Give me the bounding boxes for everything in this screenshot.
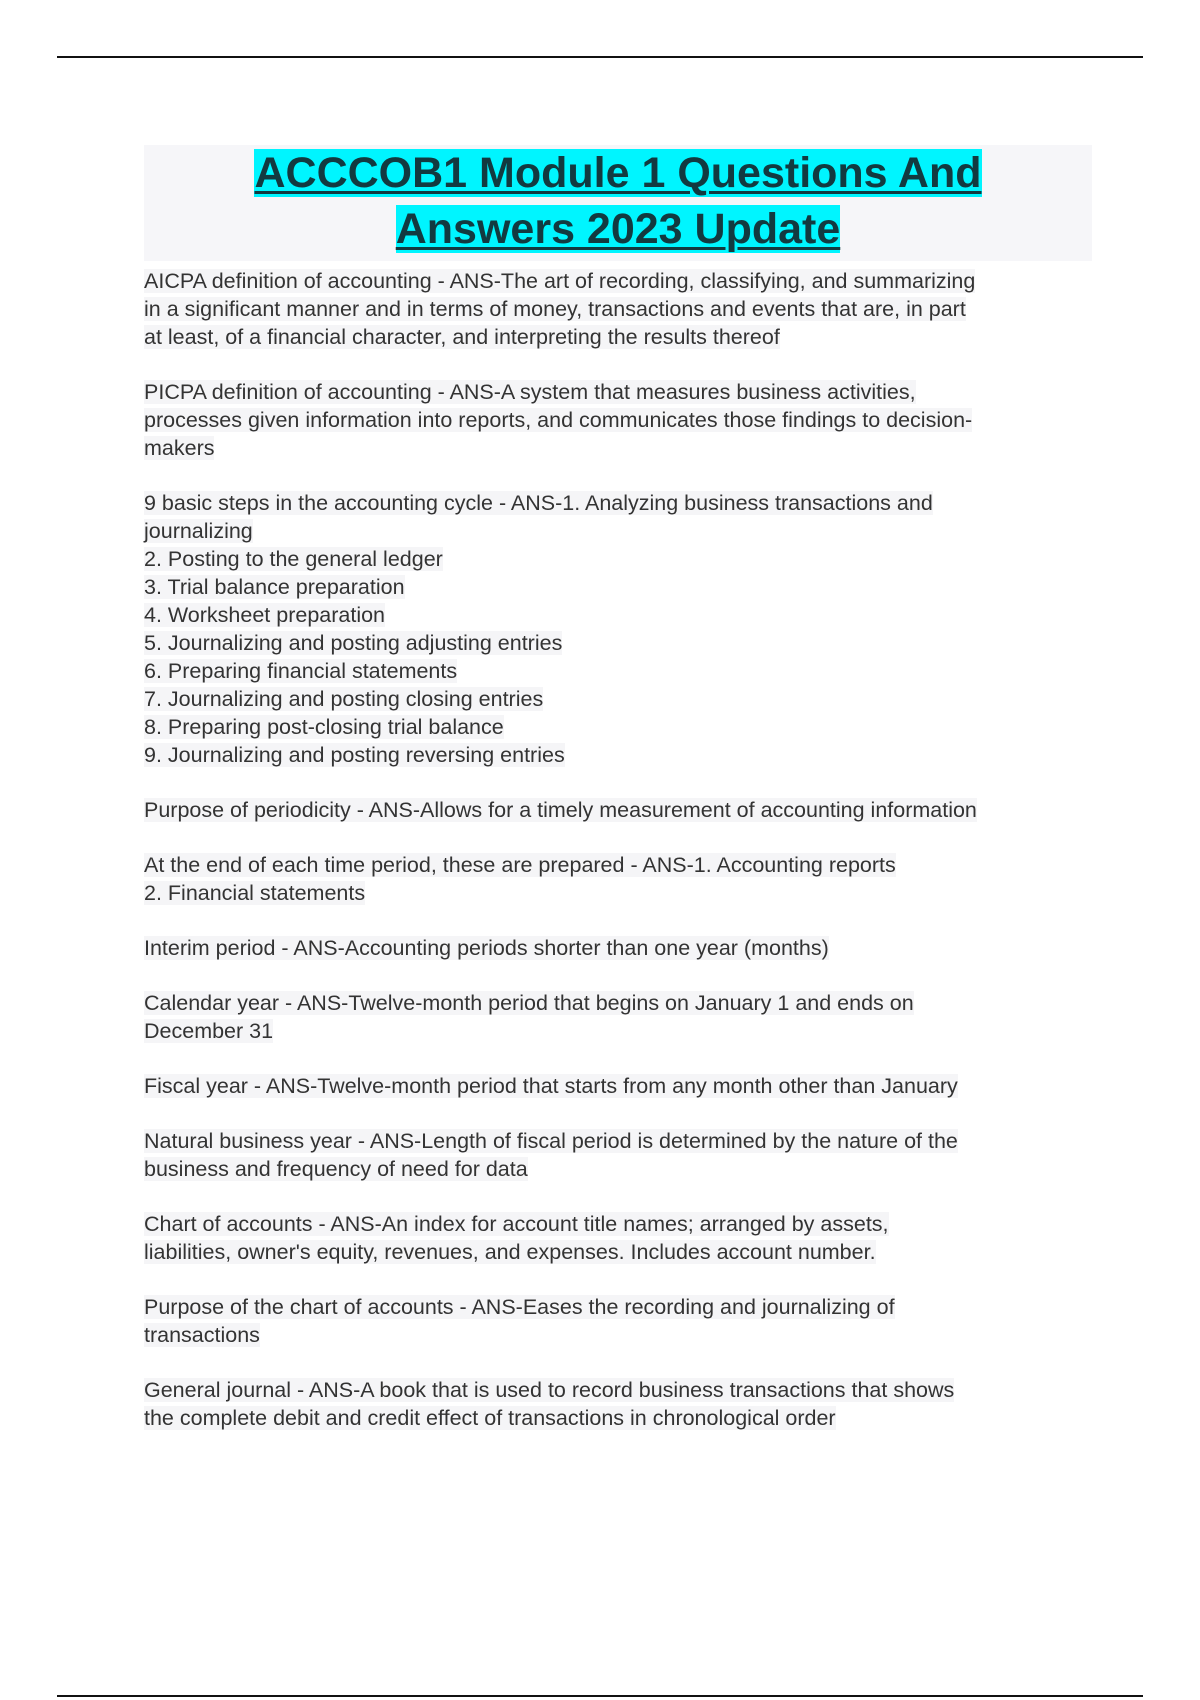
qa-line-text: Calendar year - ANS-Twelve-month period that begins on January 1 and ends on bbox=[144, 991, 914, 1015]
qa-line bbox=[144, 1321, 1094, 1349]
document-body bbox=[144, 145, 1094, 1459]
qa-line-text: at least, of a financial character, and interpreting the results thereof bbox=[144, 325, 780, 349]
qa-line bbox=[144, 406, 1094, 434]
qa-line bbox=[144, 934, 1094, 962]
qa-line-text: 8. Preparing post-closing trial balance bbox=[144, 715, 504, 739]
qa-line bbox=[144, 601, 1094, 629]
qa-line bbox=[144, 1017, 1094, 1045]
qa-line bbox=[144, 517, 1094, 545]
qa-line-text: processes given information into reports, and communicates those findings to decision- bbox=[144, 408, 973, 432]
qa-line-text: liabilities, owner's equity, revenues, and expenses. Includes account number. bbox=[144, 1240, 876, 1264]
qa-line bbox=[144, 713, 1094, 741]
qa-entry bbox=[144, 489, 1094, 769]
qa-line-text: PICPA definition of accounting - ANS-A system that measures business activities, bbox=[144, 380, 916, 404]
qa-entry bbox=[144, 851, 1094, 907]
qa-entry bbox=[144, 378, 1094, 462]
qa-line-text: Chart of accounts - ANS-An index for account title names; arranged by assets, bbox=[144, 1212, 889, 1236]
qa-line-text: the complete debit and credit effect of transactions in chronological order bbox=[144, 1406, 836, 1430]
qa-line bbox=[144, 1210, 1094, 1238]
qa-entry bbox=[144, 1376, 1094, 1432]
qa-line bbox=[144, 323, 1094, 351]
qa-line-text: 6. Preparing financial statements bbox=[144, 659, 458, 683]
qa-line bbox=[144, 434, 1094, 462]
qa-line bbox=[144, 629, 1094, 657]
qa-line-text: makers bbox=[144, 436, 215, 460]
bottom-rule bbox=[57, 1695, 1143, 1697]
qa-entry bbox=[144, 934, 1094, 962]
qa-line-text: Natural business year - ANS-Length of fiscal period is determined by the nature of the bbox=[144, 1129, 958, 1153]
qa-line-text: At the end of each time period, these are prepared - ANS-1. Accounting reports bbox=[144, 853, 896, 877]
qa-line bbox=[144, 267, 1094, 295]
qa-list bbox=[144, 267, 1094, 1432]
qa-line-text: 4. Worksheet preparation bbox=[144, 603, 386, 627]
qa-line-text: Purpose of the chart of accounts - ANS-Eases the recording and journalizing of bbox=[144, 1295, 895, 1319]
qa-line bbox=[144, 1404, 1094, 1432]
qa-line-text: journalizing bbox=[144, 519, 253, 543]
qa-entry bbox=[144, 796, 1094, 824]
qa-line bbox=[144, 1293, 1094, 1321]
qa-line-text: in a significant manner and in terms of money, transactions and events that are, in part bbox=[144, 297, 966, 321]
qa-line-text: 9 basic steps in the accounting cycle - ANS-1. Analyzing business transactions and bbox=[144, 491, 933, 515]
qa-line-text: 9. Journalizing and posting reversing entries bbox=[144, 743, 565, 767]
qa-line-text: December 31 bbox=[144, 1019, 274, 1043]
qa-line bbox=[144, 1127, 1094, 1155]
qa-line-text: 3. Trial balance preparation bbox=[144, 575, 405, 599]
qa-line-text: 5. Journalizing and posting adjusting entries bbox=[144, 631, 563, 655]
qa-line bbox=[144, 851, 1094, 879]
top-rule bbox=[57, 56, 1143, 58]
qa-line-text: Interim period - ANS-Accounting periods shorter than one year (months) bbox=[144, 936, 829, 960]
qa-line-text: business and frequency of need for data bbox=[144, 1157, 528, 1181]
document-title bbox=[144, 145, 1092, 261]
qa-line-text: AICPA definition of accounting - ANS-The art of recording, classifying, and summarizing bbox=[144, 269, 976, 293]
qa-line bbox=[144, 879, 1094, 907]
qa-entry bbox=[144, 989, 1094, 1045]
qa-line-text: General journal - ANS-A book that is used to record business transactions that shows bbox=[144, 1378, 955, 1402]
qa-line-text: Fiscal year - ANS-Twelve-month period that starts from any month other than January bbox=[144, 1074, 958, 1098]
qa-entry bbox=[144, 267, 1094, 351]
qa-line bbox=[144, 545, 1094, 573]
qa-line-text: Purpose of periodicity - ANS-Allows for a timely measurement of accounting information bbox=[144, 798, 977, 822]
qa-entry bbox=[144, 1127, 1094, 1183]
qa-line bbox=[144, 378, 1094, 406]
qa-line bbox=[144, 1155, 1094, 1183]
qa-line bbox=[144, 796, 1094, 824]
qa-line bbox=[144, 1072, 1094, 1100]
title-line: ACCCOB1 Module 1 Questions And bbox=[254, 149, 982, 197]
qa-line-text: 7. Journalizing and posting closing entries bbox=[144, 687, 544, 711]
qa-line bbox=[144, 741, 1094, 769]
qa-entry bbox=[144, 1210, 1094, 1266]
qa-line bbox=[144, 657, 1094, 685]
qa-line bbox=[144, 1376, 1094, 1404]
qa-entry bbox=[144, 1072, 1094, 1100]
qa-line bbox=[144, 489, 1094, 517]
title-line: Answers 2023 Update bbox=[395, 205, 841, 253]
qa-line-text: 2. Posting to the general ledger bbox=[144, 547, 443, 571]
qa-line bbox=[144, 989, 1094, 1017]
qa-line bbox=[144, 685, 1094, 713]
qa-line bbox=[144, 573, 1094, 601]
qa-line-text: 2. Financial statements bbox=[144, 881, 366, 905]
qa-entry bbox=[144, 1293, 1094, 1349]
qa-line-text: transactions bbox=[144, 1323, 260, 1347]
qa-line bbox=[144, 295, 1094, 323]
qa-line bbox=[144, 1238, 1094, 1266]
